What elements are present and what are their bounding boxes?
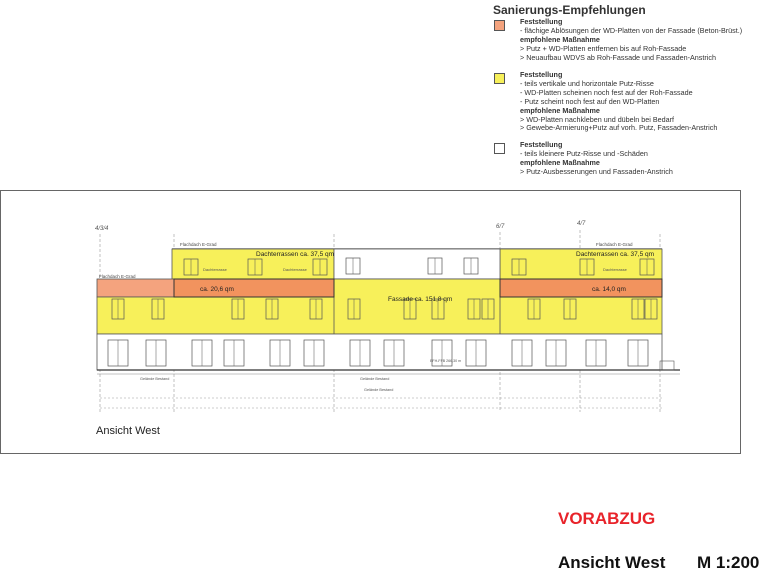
legend-line: - Putz scheint noch fest auf den WD-Platten: [520, 96, 660, 106]
dach-small-3: Dachterrasse: [603, 267, 627, 272]
facade-drawing: [0, 190, 741, 454]
legend-swatch-orange: [494, 20, 505, 31]
legend-swatch-white: [494, 143, 505, 154]
band-right: [500, 279, 662, 297]
legend-line: > Neuaufbau WDVS ab Roh-Fassade und Fassaden-Anstrich: [520, 52, 716, 62]
area-label-dach-right: Dachterrassen ca. 37,5 qm: [576, 251, 655, 258]
area-label-band-left: ca. 20,6 qm: [200, 286, 234, 293]
zone-orange-left: [97, 279, 174, 297]
legend-heading: Feststellung: [520, 17, 563, 26]
area-label-dach-left: Dachterrassen ca. 37,5 qm: [256, 251, 335, 258]
roof-label-right: Flachdach E-Grad: [596, 242, 633, 247]
legend-heading: empfohlene Maßnahme: [520, 157, 600, 167]
area-label-band-right: ca. 14,0 qm: [592, 286, 626, 293]
legend-line: - WD-Platten scheinen noch fest auf der Roh-Fassade: [520, 87, 693, 97]
axis-label-right: 4/7: [577, 221, 586, 227]
dach-small-1: Dachterrasse: [203, 267, 227, 272]
legend-line: - teils kleinere Putz-Risse und -Schäden: [520, 148, 648, 158]
zone-ground-storey: [97, 334, 662, 370]
mid-small-label: EFH-FFB 266,30 m: [430, 359, 462, 363]
ground-label-1: Gelände Bestand: [140, 377, 170, 381]
footer-title: Ansicht West: [558, 553, 666, 572]
band-left: [174, 279, 334, 297]
ground-label-3: Gelände Bestand: [364, 388, 394, 392]
zone-fassade-mid: [334, 279, 500, 334]
legend-title: Sanierungs-Empfehlungen: [493, 3, 646, 17]
legend-heading: Feststellung: [520, 70, 563, 79]
dach-small-2: Dachterrasse: [283, 267, 307, 272]
legend-line: > Putz-Ausbesserungen und Fassaden-Anstrich: [520, 166, 673, 176]
legend-line: > Putz + WD-Platten entfernen bis auf Roh-Fassade: [520, 43, 687, 53]
legend-line: - teils vertikale und horizontale Putz-Risse: [520, 78, 654, 88]
legend-heading: empfohlene Maßnahme: [520, 105, 600, 115]
legend-line: > Gewebe-Armierung+Putz auf vorh. Putz, Fassaden-Anstrich: [520, 123, 718, 133]
legend-line: > WD-Platten nachkleben und dübeln bei Bedarf: [520, 114, 675, 124]
legend-heading: Feststellung: [520, 140, 563, 149]
axis-label-left: 4/3/4: [95, 226, 109, 232]
roof-label-side: Flachdach E-Grad: [99, 274, 136, 279]
legend-swatch-yellow: [494, 73, 505, 84]
legend-text: [520, 71, 717, 133]
legend-line: - flächige Ablösungen der WD-Platten von der Fassade (Beton-Brüst.): [520, 25, 743, 35]
footer-scale: M 1:200: [697, 553, 760, 572]
roof-label-left: Flachdach E-Grad: [180, 242, 217, 247]
axis-label-mid: 6/7: [496, 224, 505, 230]
legend-heading: empfohlene Maßnahme: [520, 34, 600, 44]
legend-text: [520, 18, 742, 63]
area-label-fassade: Fassade ca. 151,8 qm: [388, 296, 453, 303]
view-label: Ansicht West: [96, 425, 160, 437]
legend-text: [520, 141, 673, 177]
vorabzug-stamp: VORABZUG: [558, 509, 656, 528]
ground-label-2: Gelände Bestand: [360, 377, 390, 381]
zone-upper-mid: [334, 249, 500, 279]
